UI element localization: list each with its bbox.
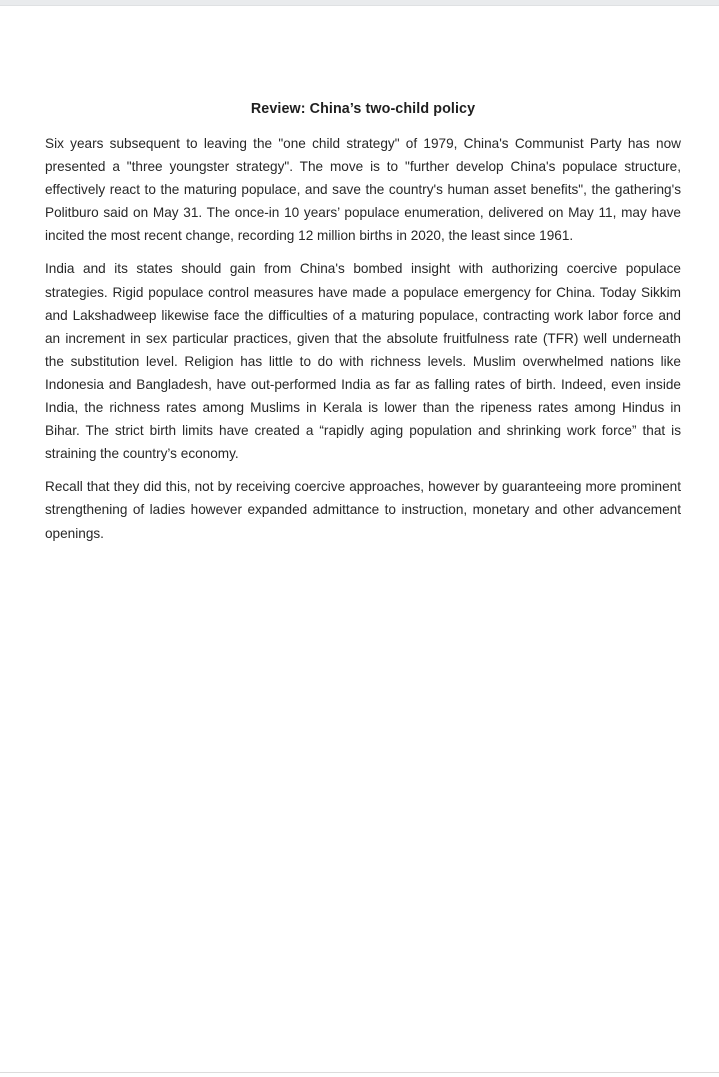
viewer-top-edge <box>0 0 719 6</box>
viewer-bottom-edge <box>0 1072 719 1073</box>
document-body <box>45 99 681 545</box>
paragraph-3: Recall that they did this, not by receiving coercive approaches, however by guaranteeing more prominent strengthening of ladies however expanded admittance to instruction, monetary and other advancement openings. <box>45 479 681 541</box>
page-title: Review: China’s two-child policy <box>250 101 476 117</box>
paragraph-2: India and its states should gain from China's bombed insight with authorizing coercive populace strategies. Rigid populace control measures have made a populace emergency for China. Today Sikkim and Lakshadweep likewise face the difficulties of a maturing populace, contracting work labor force and an increment in sex particular practices, given that the absolute fruitfulness rate (TFR) well underneath the substitution level. Religion has little to do with richness levels. Muslim overwhelmed nations like Indonesia and Bangladesh, have out-performed India as far as falling rates of birth. Indeed, even inside India, the richness rates among Muslims in Kerala is lower than the ripeness rates among Hindus in Bihar. The strict birth limits have created a “rapidly aging population and shrinking work force” that is straining the country’s economy. <box>45 261 681 462</box>
paragraph-1: Six years subsequent to leaving the "one child strategy" of 1979, China's Communist Party has now presented a "three youngster strategy". The move is to "further develop China's populace structure, effectively react to the maturing populace, and save the country's human asset benefits", the gathering's Politburo said on May 31. The once-in 10 years’ populace enumeration, delivered on May 11, may have incited the most recent change, recording 12 million births in 2020, the least since 1961. <box>45 136 681 244</box>
